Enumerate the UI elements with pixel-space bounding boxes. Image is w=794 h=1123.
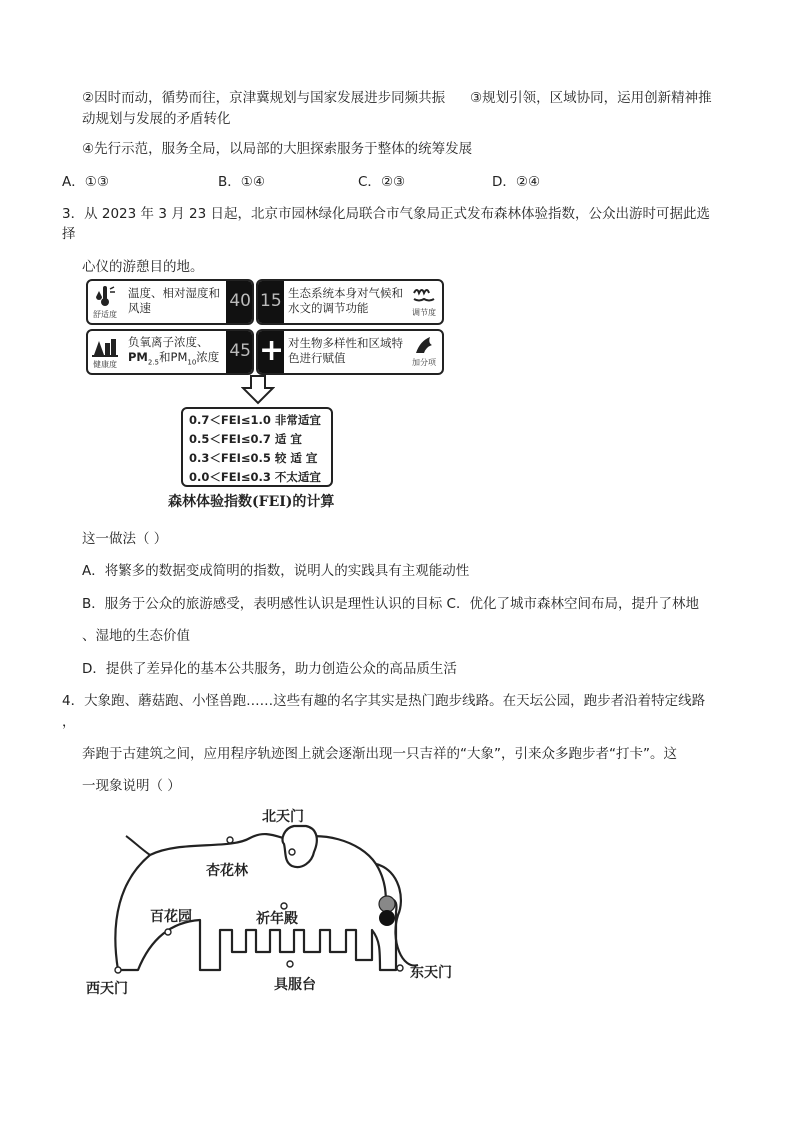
panel4-text: 对生物多样性和区域特色进行赋值: [288, 336, 403, 365]
plus-sign: +: [259, 333, 285, 368]
q2-option-a: A．①③: [62, 174, 109, 190]
q3-option-d: D．提供了差异化的基本公共服务，助力创造公众的高品质生活: [82, 661, 457, 677]
fei-caption: 森林体验指数(FEI)的计算: [168, 494, 335, 510]
q4-stem-line2: ，: [62, 714, 76, 730]
q2-statement-2: ②因时而动，循势而往，京津冀规划与国家发展进步同频共振: [82, 90, 446, 106]
q3-stem-line1: 3．从 2023 年 3 月 23 日起，北京市园林绿化局联合市气象局正式发布森林体验指数，公众出游时可据此选: [62, 206, 710, 222]
q4-stem-line3: 奔跑于古建筑之间，应用程序轨迹图上就会逐渐出现一只吉祥的“大象”，引来众多跑步者“打卡”。这: [82, 746, 677, 762]
forest-city-icon: [90, 333, 120, 359]
q2-statement-4: ④先行示范，服务全局，以局部的大胆探索服务于整体的统筹发展: [82, 141, 473, 157]
fei-row: 0.5＜FEI≤0.7 适 宜: [189, 432, 302, 446]
east-gate-label: 东天门: [410, 965, 452, 981]
q4-stem-line1: 4．大象跑、蘑菇跑、小怪兽跑……这些有趣的名字其实是热门跑步线路。在天坛公园，跑步者沿着特定线路: [62, 693, 706, 709]
q2-option-d: D．②④: [492, 174, 541, 190]
north-gate-label: 北天门: [262, 809, 304, 825]
regulation-icon-box: [408, 283, 440, 319]
baihua-garden-label: 百花园: [150, 909, 192, 925]
elephant-route-map: [80, 800, 470, 1000]
apricot-forest-label: 杏花林: [206, 863, 248, 879]
bonus-icon-label: 加分项: [412, 358, 436, 367]
panel2-text: 生态系统本身对气候和水文的调节功能: [288, 286, 403, 315]
q3-option-c-cont: 、湿地的生态价值: [82, 628, 190, 644]
regulation-icon-label: 调节度: [412, 308, 436, 317]
panel-health: [86, 329, 254, 375]
water-wave-icon: [408, 283, 440, 307]
west-gate-label: 西天门: [86, 981, 128, 997]
q2-option-c: C．②③: [358, 174, 406, 190]
q3-question: 这一做法（ ）: [82, 531, 168, 547]
q3-option-b-c: B．服务于公众的旅游感受，表明感性认识是理性认识的目标 C．优化了城市森林空间布局，提升了林地: [82, 596, 699, 612]
fei-scale-box: [181, 407, 333, 487]
comfort-icon-box: [90, 283, 120, 319]
fei-row: 0.3＜FEI≤0.5 较 适 宜: [189, 451, 318, 465]
panel1-text: 温度、相对湿度和风速: [128, 286, 220, 315]
thermometer-droplet-icon: [90, 283, 120, 309]
panel3-text: 负氧离子浓度、 $PM_{2.5}$和$PM_{10}$浓度: [128, 335, 220, 367]
panel1-value: 40: [229, 291, 251, 311]
panel2-value: 15: [260, 291, 282, 311]
q2-option-b: B．①④: [218, 174, 265, 190]
q3-stem-line2: 择: [62, 226, 76, 242]
bonus-icon-box: [408, 333, 440, 369]
qinian-hall-label: 祈年殿: [256, 911, 298, 927]
q3-stem-line3: 心仪的游憩目的地。: [82, 259, 204, 275]
down-arrow-icon: [241, 375, 275, 405]
fei-row: 0.7＜FEI≤1.0 非常适宜: [189, 413, 321, 427]
bird-icon: [408, 333, 440, 357]
panel-regulation: [256, 279, 444, 325]
q4-stem-line4: 一现象说明（ ）: [82, 778, 181, 794]
fei-figure: [86, 279, 446, 509]
health-icon-box: [90, 333, 120, 369]
q3-option-a: A．将繁多的数据变成简明的指数，说明人的实践具有主观能动性: [82, 563, 470, 579]
health-icon-label: 健康度: [93, 360, 117, 369]
comfort-icon-label: 舒适度: [93, 310, 117, 319]
panel3-value: 45: [229, 341, 251, 361]
panel-comfort: [86, 279, 254, 325]
jufu-terrace-label: 具服台: [274, 977, 316, 993]
q2-statement-3a: ③规划引领，区域协同，运用创新精神推: [470, 90, 712, 106]
panel-bonus: [256, 329, 444, 375]
fei-row: 0.0＜FEI≤0.3 不太适宜: [189, 470, 321, 484]
q2-statement-3b: 动规划与发展的矛盾转化: [82, 111, 231, 127]
